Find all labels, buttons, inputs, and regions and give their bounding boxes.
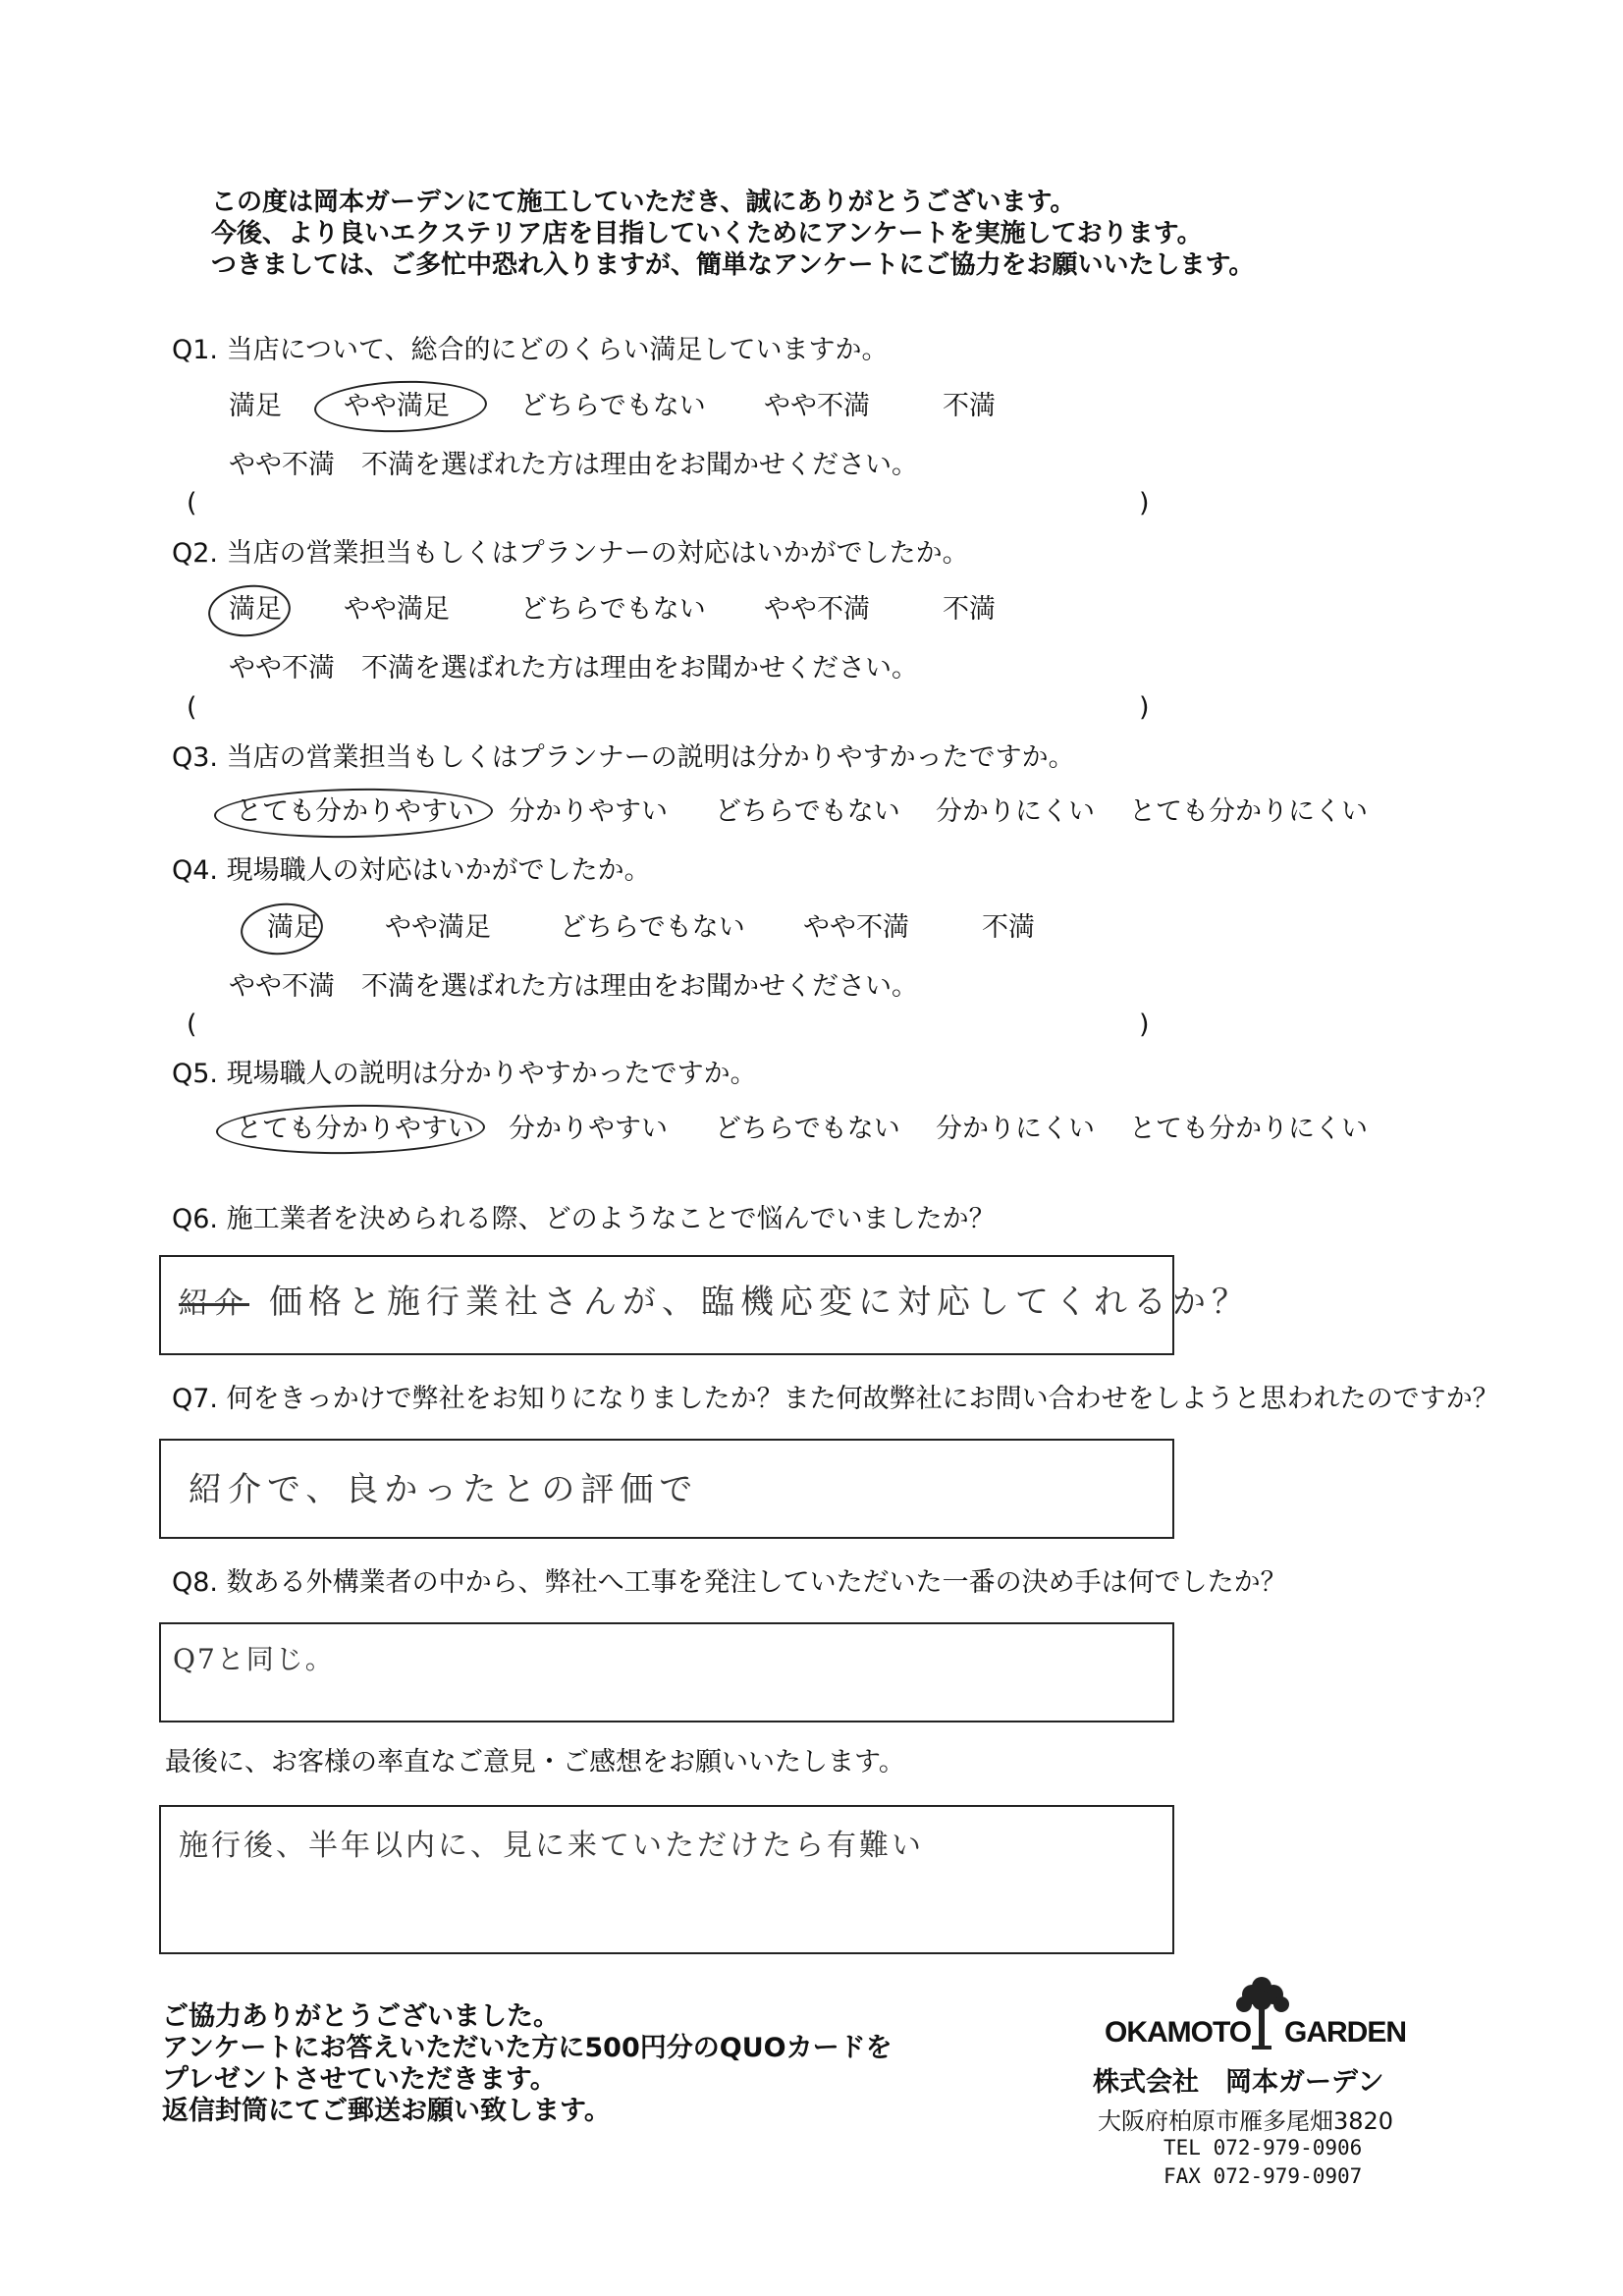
q8-answer-text: Q7と同じ。: [173, 1643, 335, 1675]
q1-option-2[interactable]: やや満足: [344, 391, 450, 421]
company-logo: [1105, 1969, 1429, 2052]
q2-option-5[interactable]: 不満: [943, 594, 996, 625]
q7-answer-text: 紹介で、良かったとの評価で: [189, 1470, 699, 1509]
q3-option-2[interactable]: 分かりやすい: [509, 796, 668, 827]
q5-option-2[interactable]: 分かりやすい: [509, 1114, 668, 1144]
q1-option-1[interactable]: 満足: [229, 391, 282, 421]
q7-answer-box[interactable]: [159, 1439, 1174, 1539]
q2-option-2[interactable]: やや満足: [344, 594, 450, 625]
q3-option-5[interactable]: とても分かりにくい: [1129, 796, 1368, 827]
q5-option-4[interactable]: 分かりにくい: [936, 1114, 1095, 1144]
q1-reason-close: ): [1139, 488, 1150, 519]
logo-left-text: OKAMOTO: [1105, 2016, 1252, 2049]
company-tel: TEL 072-979-0906: [1163, 2136, 1363, 2159]
q4-option-3[interactable]: どちらでもない: [560, 912, 745, 943]
q1-option-5[interactable]: 不満: [943, 391, 996, 421]
company-name: 株式会社 岡本ガーデン: [1093, 2067, 1384, 2098]
q5-option-5[interactable]: とても分かりにくい: [1129, 1114, 1368, 1144]
q4-reason-prompt: やや不満 不満を選ばれた方は理由をお聞かせください。: [229, 971, 918, 1002]
q4-option-5[interactable]: 不満: [982, 912, 1035, 943]
q5-question: Q5. 現場職人の説明は分かりやすかったですか。: [172, 1059, 757, 1089]
q2-question: Q2. 当店の営業担当もしくはプランナーの対応はいかがでしたか。: [172, 538, 969, 569]
q5-option-3[interactable]: どちらでもない: [715, 1114, 900, 1144]
q6-question: Q6. 施工業者を決められる際、どのようなことで悩んでいましたか？: [172, 1204, 996, 1234]
q2-reason-open: (: [187, 692, 197, 723]
intro-line-1: この度は岡本ガーデンにて施工していただき、誠にありがとうございます。: [211, 188, 1076, 217]
q8-question: Q8. 数ある外構業者の中から、弊社へ工事を発注していただいた一番の決め手は何でしたか？: [172, 1567, 1287, 1598]
q1-selection-circle: [313, 378, 488, 435]
q2-option-4[interactable]: やや不満: [764, 594, 870, 625]
q7-question: Q7. 何をきっかけで弊社をお知りになりましたか？また何故弊社にお問い合わせをしようと思われたのですか？: [172, 1384, 1499, 1414]
q2-option-1[interactable]: 満足: [229, 594, 282, 625]
final-question: 最後に、お客様の率直なご意見・ご感想をお願いいたします。: [165, 1747, 905, 1777]
footer-text: [162, 2001, 893, 2127]
q2-reason-close: ): [1139, 692, 1150, 723]
q1-reason-prompt: やや不満 不満を選ばれた方は理由をお聞かせください。: [229, 450, 918, 480]
q4-option-4[interactable]: やや不満: [803, 912, 909, 943]
final-answer-box[interactable]: [159, 1805, 1174, 1954]
q6-struck-text: 紹介: [179, 1286, 249, 1321]
q4-reason-open: (: [187, 1010, 197, 1040]
q5-option-1[interactable]: とても分かりやすい: [236, 1114, 474, 1144]
final-answer-text: 施行後、半年以内に、見に来ていただけたら有難い: [179, 1829, 924, 1863]
intro-line-3: つきましては、ご多忙中恐れ入りますが、簡単なアンケートにご協力をお願いいたします。: [211, 250, 1255, 280]
q4-option-2[interactable]: やや満足: [385, 912, 491, 943]
footer-line-4: 返信封筒にてご郵送お願い致します。: [162, 2096, 611, 2126]
intro-text: [211, 187, 1254, 281]
footer-line-1: ご協力ありがとうございました。: [162, 2001, 560, 2032]
q4-option-1[interactable]: 満足: [267, 912, 320, 943]
q1-option-3[interactable]: どちらでもない: [520, 391, 706, 421]
q1-option-4[interactable]: やや不満: [764, 391, 870, 421]
q4-question: Q4. 現場職人の対応はいかがでしたか。: [172, 855, 651, 886]
q3-option-3[interactable]: どちらでもない: [715, 796, 900, 827]
company-fax: FAX 072-979-0907: [1163, 2164, 1363, 2188]
q3-option-1[interactable]: とても分かりやすい: [236, 796, 474, 827]
q6-answer-box[interactable]: [159, 1255, 1251, 1355]
q2-reason-prompt: やや不満 不満を選ばれた方は理由をお聞かせください。: [229, 653, 918, 683]
q3-option-4[interactable]: 分かりにくい: [936, 796, 1095, 827]
intro-line-2: 今後、より良いエクステリア店を目指していくためにアンケートを実施しております。: [211, 219, 1203, 248]
company-address: 大阪府柏原市雁多尾畑3820: [1098, 2107, 1394, 2135]
footer-line-3: プレゼントさせていただきます。: [162, 2064, 557, 2095]
q3-question: Q3. 当店の営業担当もしくはプランナーの説明は分かりやすかったですか。: [172, 742, 1075, 773]
logo-right-text: GARDEN: [1284, 2016, 1407, 2049]
q8-answer-box[interactable]: [159, 1622, 1174, 1722]
q1-question: Q1. 当店について、総合的にどのくらい満足していますか。: [172, 335, 889, 365]
q2-option-3[interactable]: どちらでもない: [520, 594, 706, 625]
footer-line-2: アンケートにお答えいただいた方に500円分のQUOカードを: [162, 2033, 893, 2063]
q1-reason-open: (: [187, 488, 197, 519]
q4-reason-close: ): [1139, 1010, 1150, 1040]
q6-answer-text: 価格と施行業社さんが、臨機応変に対応してくれるか？: [269, 1283, 1251, 1322]
